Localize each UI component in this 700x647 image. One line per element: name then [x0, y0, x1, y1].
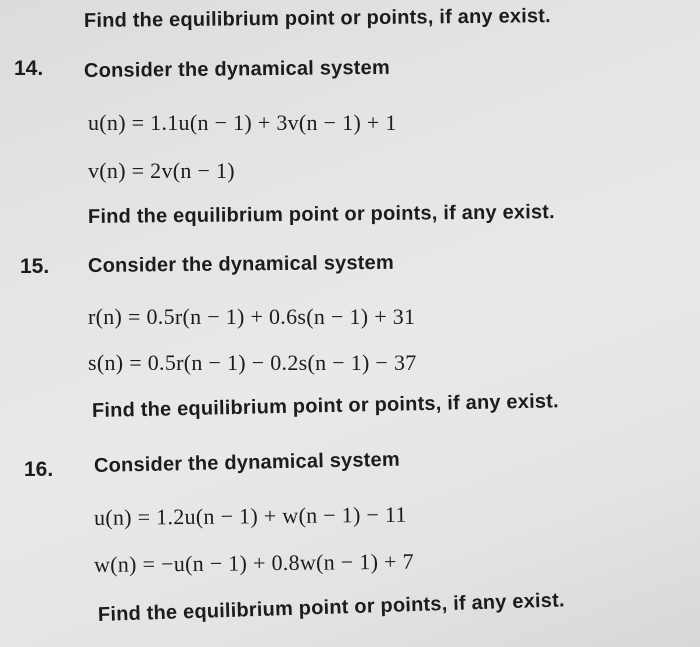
problem-16-equation-1: u(n) = 1.2u(n − 1) + w(n − 1) − 11	[93, 501, 407, 530]
problem-14-equation-2: v(n) = 2v(n − 1)	[88, 158, 235, 183]
problem-16-prompt: Consider the dynamical system	[93, 448, 401, 477]
top-instruction: Find the equilibrium point or points, if any exist.	[83, 5, 551, 32]
problem-15-instruction: Find the equilibrium point or points, if any exist.	[91, 390, 560, 422]
problem-number-16: 16.	[24, 458, 54, 481]
problem-15-prompt: Consider the dynamical system	[87, 251, 395, 277]
problem-14-equation-1: u(n) = 1.1u(n − 1) + 3v(n − 1) + 1	[88, 110, 397, 135]
problem-number-15: 15.	[20, 255, 50, 278]
problem-15-equation-2: s(n) = 0.5r(n − 1) − 0.2s(n − 1) − 37	[88, 350, 417, 375]
problem-number-14: 14.	[14, 57, 44, 80]
problem-14-prompt: Consider the dynamical system	[83, 56, 391, 82]
problem-16-equation-2: w(n) = −u(n − 1) + 0.8w(n − 1) + 7	[93, 548, 414, 577]
problem-16-instruction: Find the equilibrium point or points, if any exist.	[97, 589, 565, 626]
problem-15-equation-1: r(n) = 0.5r(n − 1) + 0.6s(n − 1) + 31	[88, 304, 416, 329]
problem-14-instruction: Find the equilibrium point or points, if any exist.	[87, 201, 555, 228]
